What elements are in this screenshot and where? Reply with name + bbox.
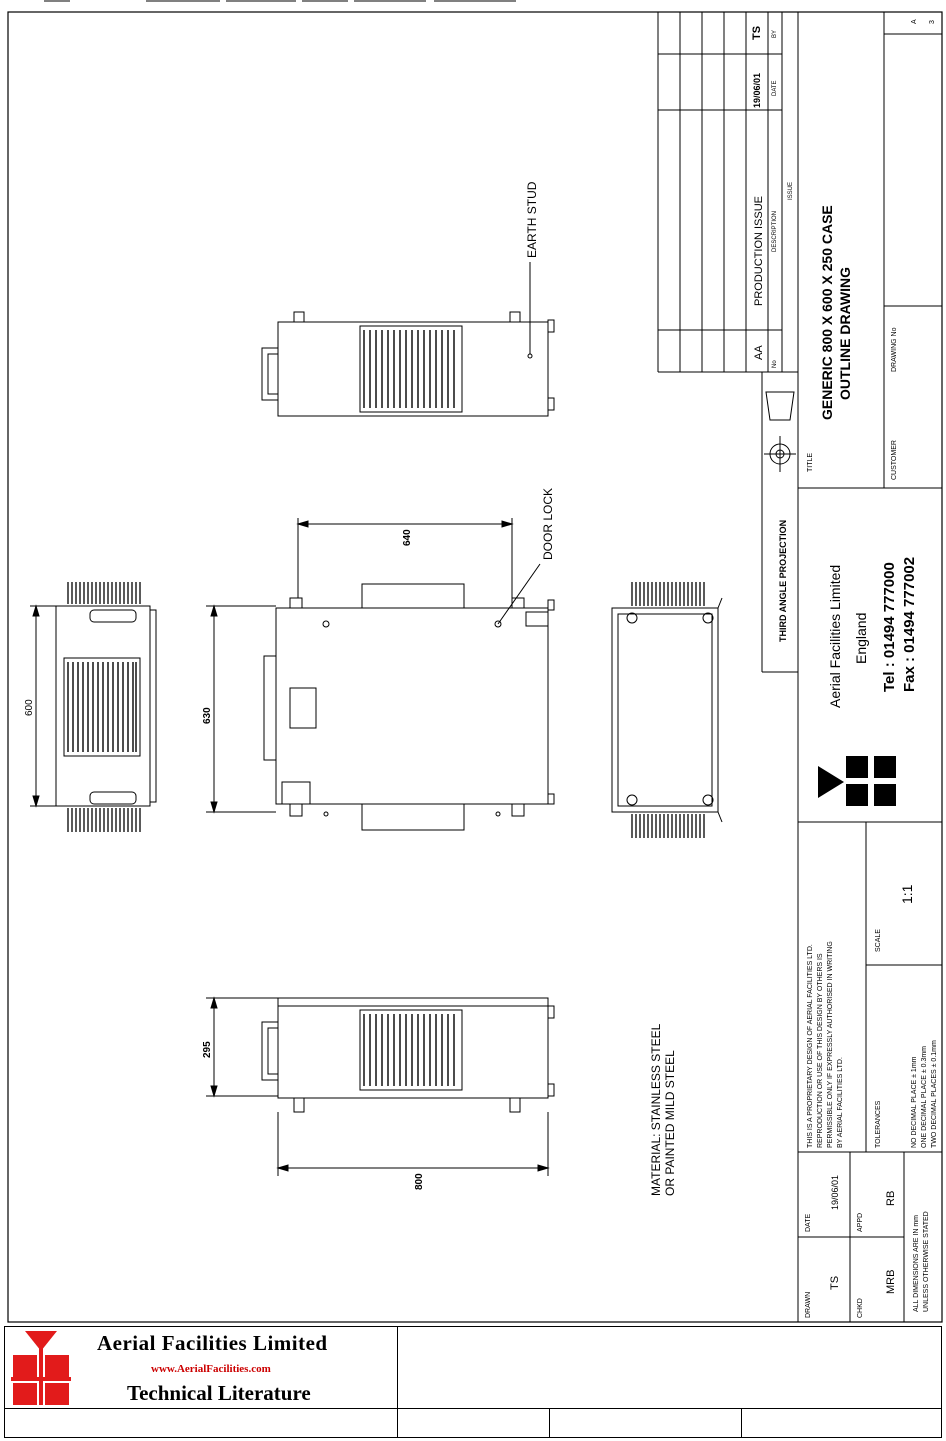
dimension-630: [206, 606, 276, 812]
drawing-no-label: DRAWING No: [891, 327, 898, 372]
rev-description: PRODUCTION ISSUE: [753, 195, 765, 306]
material-note-line2: OR PAINTED MILD STEEL: [663, 1050, 677, 1196]
third-angle-projection-icon: [764, 392, 796, 472]
proprietary-line4: BY AERIAL FACILITIES LTD.: [837, 1057, 844, 1148]
rev-hdr-by: BY: [772, 29, 778, 38]
footer-cell-3: [549, 1409, 742, 1437]
lower-side-view: [262, 998, 554, 1112]
chkd-value: MRB: [885, 1269, 897, 1294]
afl-logo-icon: [11, 1329, 71, 1407]
earth-stud-label: EARTH STUD: [525, 181, 539, 258]
sheet-size-a: A: [911, 19, 918, 24]
dim-640-label: 640: [402, 529, 413, 546]
rev-hdr-no: No: [772, 360, 778, 368]
dim-630-label: 630: [202, 707, 213, 724]
tb-tel: Tel : 01494 777000: [881, 562, 898, 692]
dims-note-line2: UNLESS OTHERWISE STATED: [923, 1211, 930, 1312]
title-block: [658, 12, 942, 1322]
sheet-border: [8, 12, 942, 1322]
tolerance-line1: NO DECIMAL PLACE ± 1mm: [911, 1056, 918, 1148]
footer-bottom-row: [5, 1408, 941, 1437]
proprietary-line3: PERMISSIBLE ONLY IF EXPRESSLY AUTHORISED IN WRITING: [827, 941, 834, 1148]
left-end-view: [30, 582, 156, 832]
front-view: [264, 564, 554, 830]
tolerance-line2: ONE DECIMAL PLACE ± 0.3mm: [921, 1046, 928, 1148]
drawing-title-line2: OUTLINE DRAWING: [837, 267, 853, 400]
chkd-label: CHKD: [857, 1298, 864, 1318]
date-value: 19/06/01: [830, 1174, 840, 1210]
dims-note-line1: ALL DIMENSIONS ARE IN mm: [913, 1215, 920, 1312]
tb-company-name: Aerial Facilities Limited: [827, 564, 843, 708]
footer-cell-1: [5, 1409, 398, 1437]
right-end-view: [612, 582, 722, 838]
upper-side-view: [262, 262, 554, 416]
footer-subtitle: Technical Literature: [127, 1381, 311, 1405]
proprietary-line1: THIS IS A PROPRIETARY DESIGN OF AERIAL FACILITIES LTD.: [807, 944, 814, 1148]
customer-label: CUSTOMER: [891, 440, 898, 480]
tolerances-label: TOLERANCES: [875, 1100, 882, 1148]
drawn-label: DRAWN: [805, 1291, 812, 1318]
rev-date: 19/06/01: [752, 72, 762, 108]
footer-cell-2: [397, 1409, 550, 1437]
dim-800-label: 800: [414, 1173, 425, 1190]
tb-fax: Fax : 01494 777002: [901, 556, 918, 692]
dim-600-label: 600: [24, 699, 35, 716]
tb-company-country: England: [853, 612, 869, 664]
literature-footer: [4, 1326, 942, 1438]
drawing-title-line1: GENERIC 800 X 600 X 250 CASE: [819, 205, 835, 420]
date-label: DATE: [805, 1213, 812, 1232]
appd-label: APPD: [857, 1212, 864, 1232]
tolerance-line3: TWO DECIMAL PLACES ± 0.1mm: [931, 1040, 938, 1148]
rev-by: TS: [751, 25, 763, 40]
projection-label: THIRD ANGLE PROJECTION: [778, 519, 788, 642]
proprietary-line2: REPRODUCTION OR USE OF THIS DESIGN BY OTHERS IS: [817, 953, 824, 1148]
rev-issue-no: AA: [753, 345, 765, 360]
scale-label: SCALE: [875, 929, 882, 952]
drawn-value: TS: [829, 1275, 841, 1290]
sheet-size-3: 3: [929, 20, 936, 24]
dimension-800: [278, 1112, 548, 1176]
appd-value: RB: [885, 1190, 897, 1206]
rev-hdr-description: DESCRIPTION: [772, 210, 778, 252]
footer-info-cell: [397, 1327, 941, 1411]
material-note-line1: MATERIAL: STAINLESS STEEL: [649, 1023, 663, 1196]
dim-295-label: 295: [202, 1041, 213, 1058]
door-lock-label: DOOR LOCK: [541, 487, 555, 560]
footer-company-name: Aerial Facilities Limited: [97, 1331, 328, 1355]
footer-logo-cell: [5, 1327, 398, 1411]
dimension-295: [206, 998, 278, 1096]
tb-company-logo: [818, 756, 896, 806]
rev-hdr-date: DATE: [772, 80, 778, 96]
scale-value: 1:1: [899, 884, 915, 904]
footer-website-link[interactable]: www.AerialFacilities.com: [151, 1363, 271, 1375]
title-label: TITLE: [807, 452, 814, 472]
rev-hdr-issue: ISSUE: [788, 181, 794, 200]
